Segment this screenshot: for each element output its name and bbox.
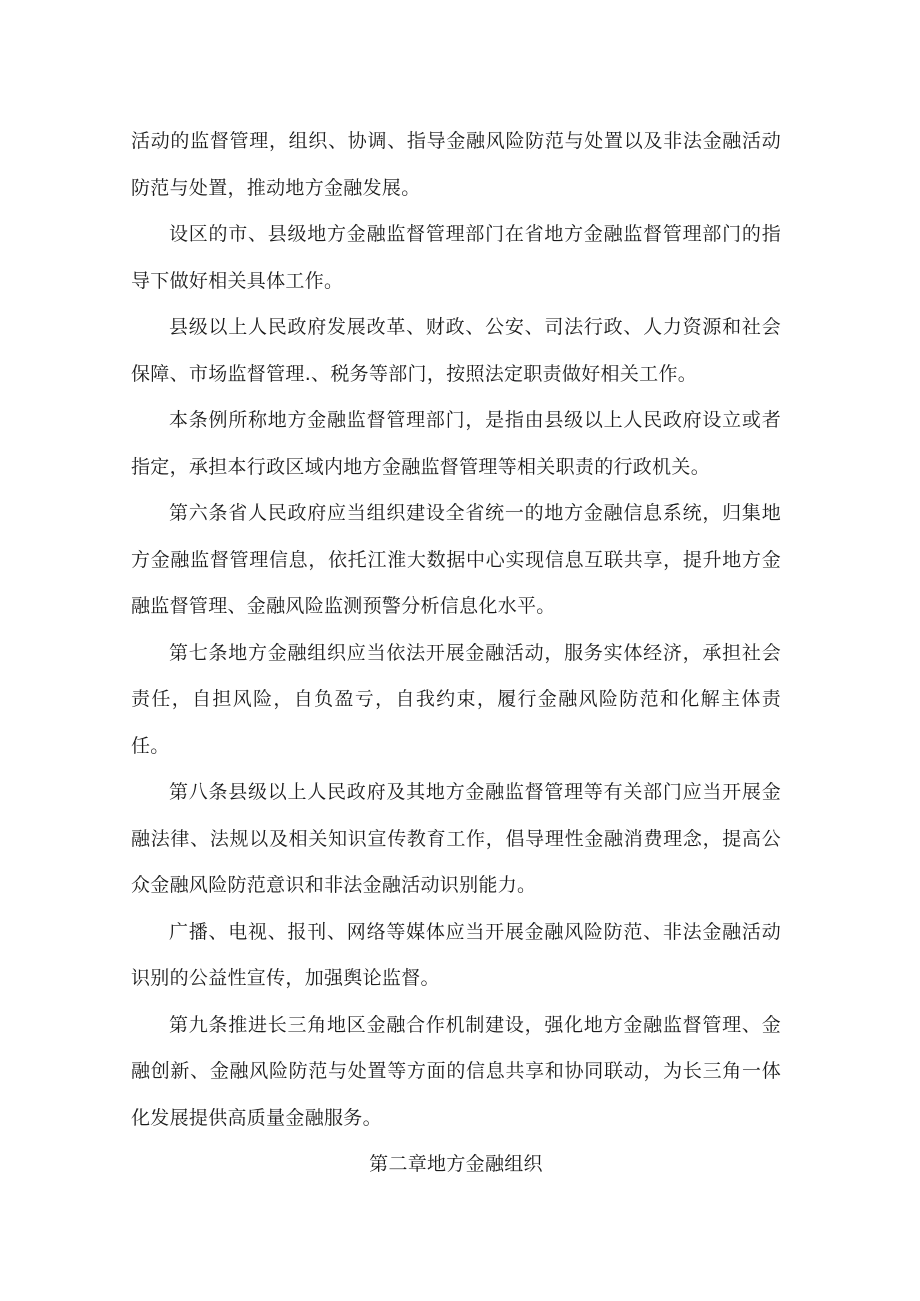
paragraph-article-7: 第七条地方金融组织应当依法开展金融活动，服务实体经济，承担社会责任，自担风险，自负盈亏，自我约束，履行金融风险防范和化解主体责任。 <box>131 641 781 757</box>
paragraph-media: 广播、电视、报刊、网络等媒体应当开展金融风险防范、非法金融活动识别的公益性宣传，加强舆论监督。 <box>131 920 781 989</box>
chapter-heading: 第二章地方金融组织 <box>369 1153 543 1175</box>
paragraph-departments: 县级以上人民政府发展改革、财政、公安、司法行政、人力资源和社会保障、市场监督管理.、税务等部门，按照法定职责做好相关工作。 <box>131 316 781 385</box>
paragraph-article-8: 第八条县级以上人民政府及其地方金融监督管理等有关部门应当开展金融法律、法规以及相关知识宣传教育工作，倡导理性金融消费理念，提高公众金融风险防范意识和非法金融活动识别能力。 <box>131 781 781 896</box>
paragraph-continuation: 活动的监督管理，组织、协调、指导金融风险防范与处置以及非法金融活动防范与处置，推动地方金融发展。 <box>131 130 781 199</box>
paragraph-definition: 本条例所称地方金融监督管理部门，是指由县级以上人民政府设立或者指定，承担本行政区域内地方金融监督管理等相关职责的行政机关。 <box>131 409 781 478</box>
paragraph-article-9: 第九条推进长三角地区金融合作机制建设，强化地方金融监督管理、金融创新、金融风险防范与处置等方面的信息共享和协同联动，为长三角一体化发展提供高质量金融服务。 <box>131 1013 781 1129</box>
paragraph-article-6: 第六条省人民政府应当组织建设全省统一的地方金融信息系统，归集地方金融监督管理信息，依托江淮大数据中心实现信息互联共享，提升地方金融监督管理、金融风险监测预警分析信息化水平。 <box>131 502 781 617</box>
paragraph-district-county: 设区的市、县级地方金融监督管理部门在省地方金融监督管理部门的指导下做好相关具体工作。 <box>131 223 781 292</box>
document-body <box>131 118 781 1188</box>
